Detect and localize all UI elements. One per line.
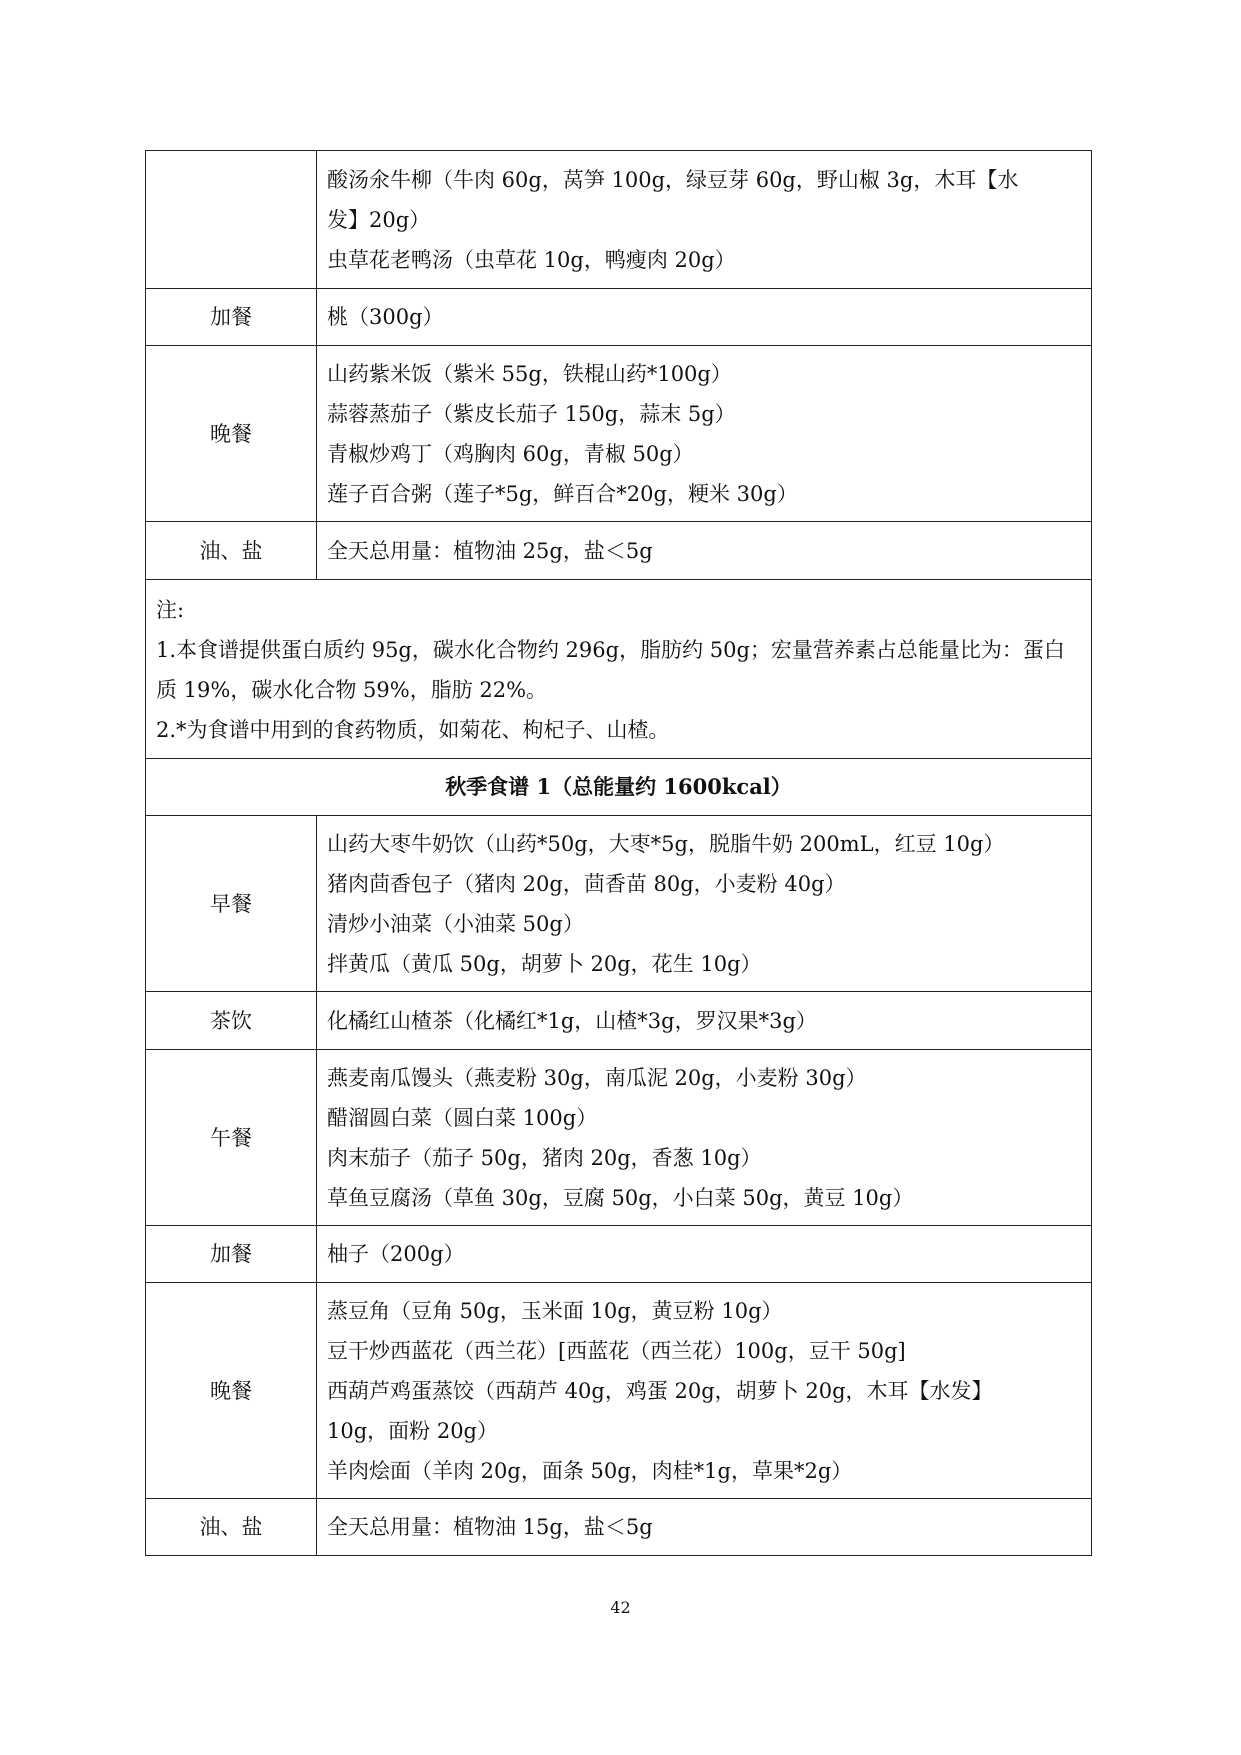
meal-item-line: 猪肉茴香包子（猪肉 20g，茴香苗 80g，小麦粉 40g） — [327, 871, 846, 896]
note-line-1: 1.本食谱提供蛋白质约 95g，碳水化合物约 296g，脂肪约 50g；宏量营养素占总能量比为：蛋白质 19%，碳水化合物 59%，脂肪 22%。 — [156, 638, 1065, 702]
meal-item-line: 西葫芦鸡蛋蒸饺（西葫芦 40g，鸡蛋 20g，胡萝卜 20g，木耳【水发】 — [327, 1378, 993, 1403]
meal-item-line: 全天总用量：植物油 25g，盐＜5g — [327, 538, 653, 563]
meal-item-line: 化橘红山楂茶（化橘红*1g，山楂*3g，罗汉果*3g） — [327, 1008, 817, 1033]
meal-item-line: 全天总用量：植物油 15g，盐＜5g — [327, 1515, 653, 1539]
section-title: 秋季食谱 1（总能量约 1600kcal） — [146, 759, 1092, 816]
meal-name: 加餐 — [146, 1226, 317, 1283]
meal-item-line: 蒜蓉蒸茄子（紫皮长茄子 150g，蒜末 5g） — [327, 401, 736, 426]
meal-item-line: 桃（300g） — [327, 305, 444, 329]
meal-item-line: 拌黄瓜（黄瓜 50g，胡萝卜 20g，花生 10g） — [327, 951, 762, 976]
meal-item-line: 莲子百合粥（莲子*5g，鲜百合*20g，粳米 30g） — [327, 481, 798, 506]
menu-table-body-part2 — [146, 816, 1092, 1556]
meal-row — [146, 1283, 1092, 1499]
meal-items — [317, 289, 1092, 346]
meal-row — [146, 289, 1092, 346]
menu-table — [145, 150, 1092, 1556]
meal-items — [317, 522, 1092, 580]
meal-items — [317, 1226, 1092, 1283]
meal-row — [146, 522, 1092, 580]
meal-item-line: 豆干炒西蓝花（西兰花）[西蓝花（西兰花）100g，豆干 50g] — [327, 1338, 906, 1363]
note-row — [146, 580, 1092, 759]
note-section — [146, 580, 1092, 816]
meal-name: 加餐 — [146, 289, 317, 346]
meal-item-line: 柚子（200g） — [327, 1242, 465, 1266]
meal-item-line: 虫草花老鸭汤（虫草花 10g，鸭瘦肉 20g） — [327, 247, 736, 272]
meal-item-line: 草鱼豆腐汤（草鱼 30g，豆腐 50g，小白菜 50g，黄豆 10g） — [327, 1185, 914, 1210]
meal-name: 油、盐 — [146, 522, 317, 580]
meal-item-line: 肉末茄子（茄子 50g，猪肉 20g，香葱 10g） — [327, 1145, 762, 1170]
meal-item-line: 羊肉烩面（羊肉 20g，面条 50g，肉桂*1g，草果*2g） — [327, 1458, 853, 1483]
section-title-row — [146, 759, 1092, 816]
meal-item-line: 10g，面粉 20g） — [327, 1418, 499, 1443]
note-cell — [146, 580, 1092, 759]
meal-item-line: 蒸豆角（豆角 50g，玉米面 10g，黄豆粉 10g） — [327, 1298, 783, 1323]
meal-name: 油、盐 — [146, 1499, 317, 1556]
meal-row — [146, 1499, 1092, 1556]
meal-item-line: 醋溜圆白菜（圆白菜 100g） — [327, 1105, 598, 1130]
meal-name: 晚餐 — [146, 346, 317, 522]
meal-name: 晚餐 — [146, 1283, 317, 1499]
meal-items — [317, 1499, 1092, 1556]
meal-item-line: 山药大枣牛奶饮（山药*50g，大枣*5g，脱脂牛奶 200mL，红豆 10g） — [327, 831, 1005, 856]
meal-items — [317, 992, 1092, 1050]
meal-item-line: 燕麦南瓜馒头（燕麦粉 30g，南瓜泥 20g，小麦粉 30g） — [327, 1065, 867, 1090]
meal-row — [146, 346, 1092, 522]
meal-name: 茶饮 — [146, 992, 317, 1050]
meal-items — [317, 1050, 1092, 1226]
meal-item-line: 发】20g） — [327, 207, 431, 232]
meal-row — [146, 816, 1092, 992]
meal-items — [317, 346, 1092, 522]
meal-row — [146, 1050, 1092, 1226]
meal-items — [317, 1283, 1092, 1499]
meal-name — [146, 151, 317, 289]
menu-table-body-part1 — [146, 151, 1092, 580]
page-number: 42 — [610, 1598, 631, 1617]
meal-row — [146, 151, 1092, 289]
meal-items — [317, 816, 1092, 992]
meal-item-line: 青椒炒鸡丁（鸡胸肉 60g，青椒 50g） — [327, 441, 694, 466]
meal-name: 早餐 — [146, 816, 317, 992]
meal-item-line: 山药紫米饭（紫米 55g，铁棍山药*100g） — [327, 361, 732, 386]
meal-row — [146, 1226, 1092, 1283]
meal-name: 午餐 — [146, 1050, 317, 1226]
meal-items — [317, 151, 1092, 289]
meal-item-line: 酸汤氽牛柳（牛肉 60g，莴笋 100g，绿豆芽 60g，野山椒 3g，木耳【水 — [327, 167, 1019, 192]
meal-item-line: 清炒小油菜（小油菜 50g） — [327, 911, 584, 936]
note-line-2: 2.*为食谱中用到的食药物质，如菊花、枸杞子、山楂。 — [156, 718, 670, 742]
note-title: 注: — [156, 598, 185, 622]
meal-row — [146, 992, 1092, 1050]
